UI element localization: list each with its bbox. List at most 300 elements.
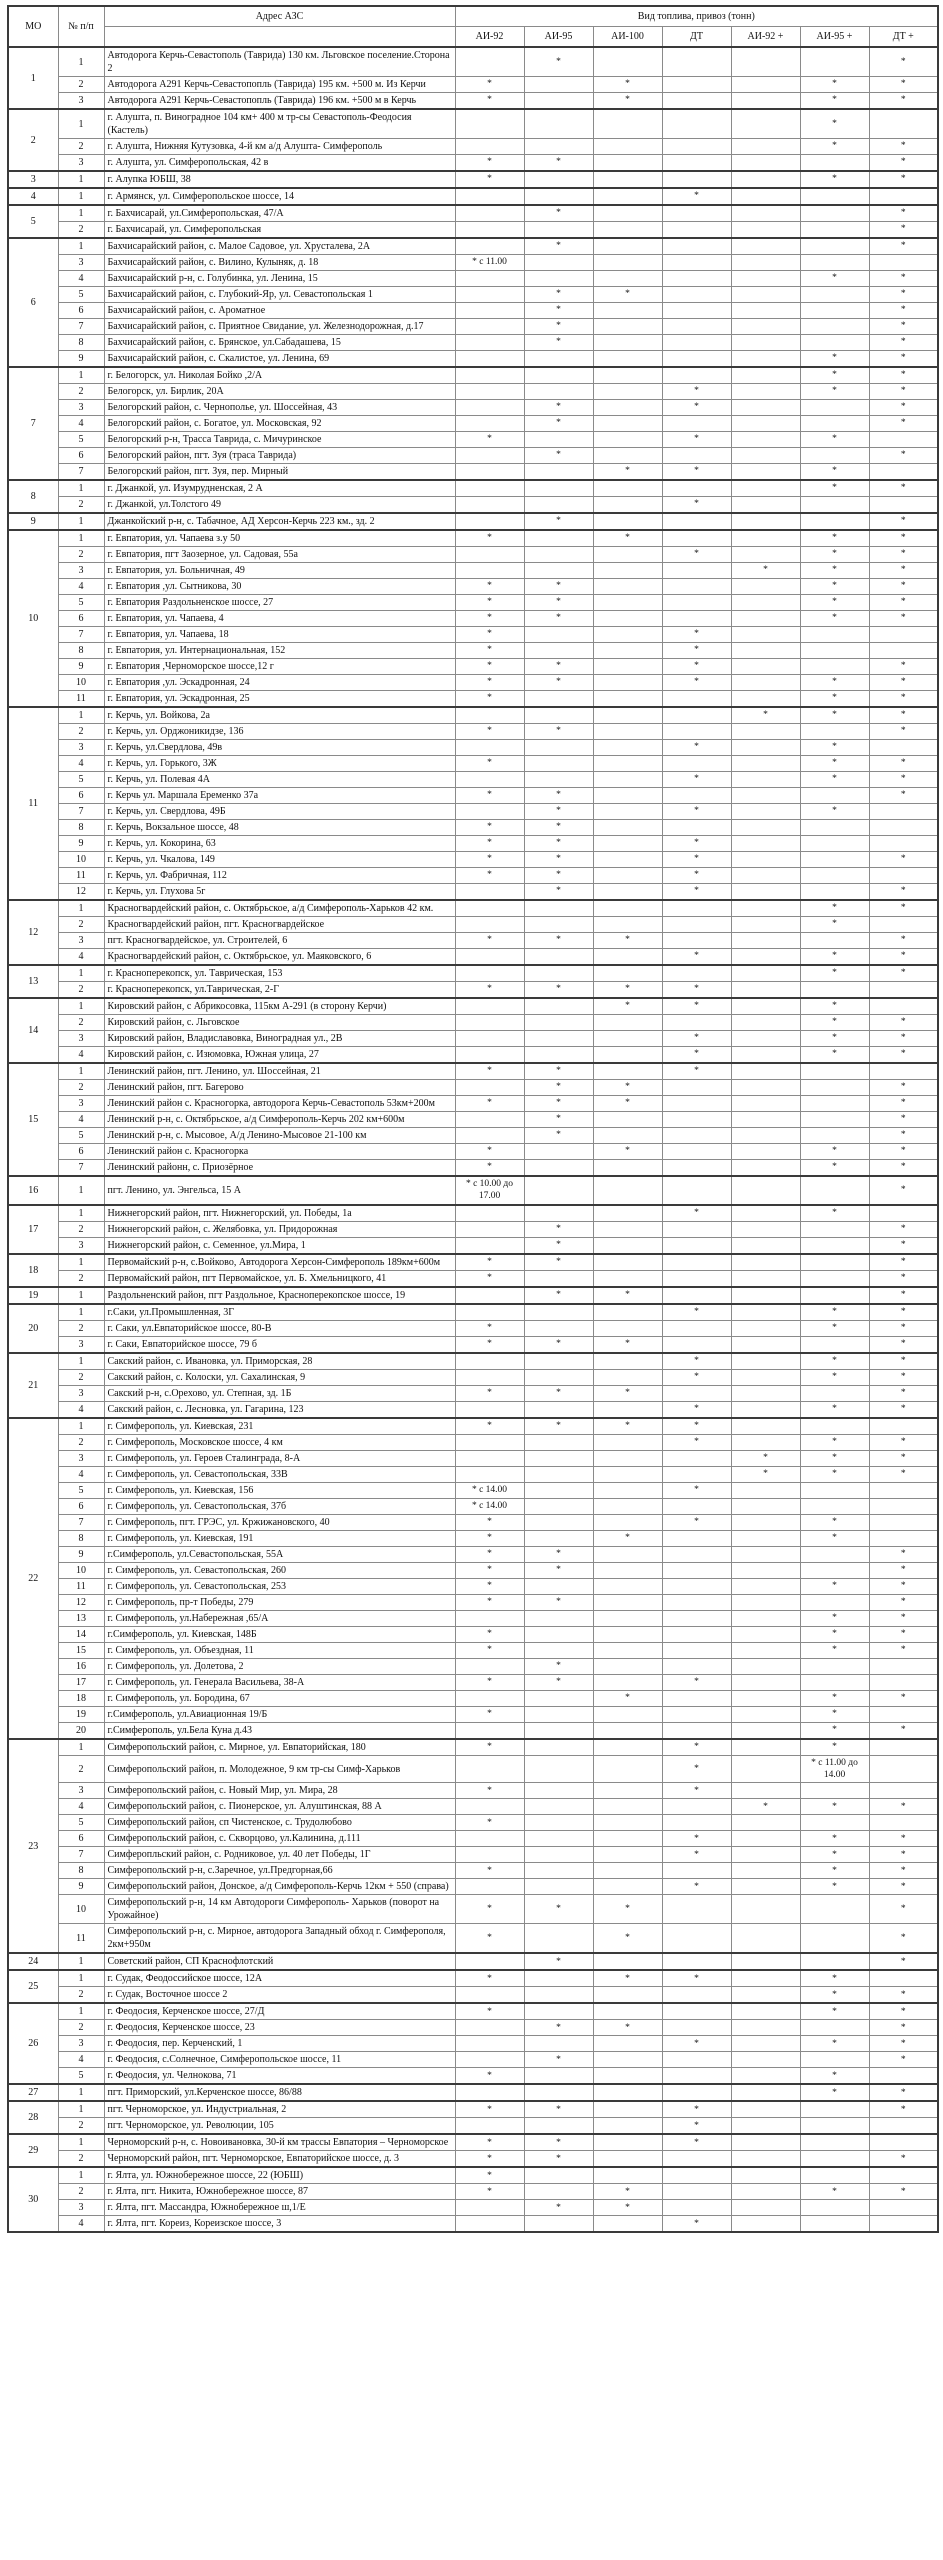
fuel-availability-cell-АИ-92: * — [455, 836, 524, 852]
fuel-availability-cell-АИ-92 + — [731, 1287, 800, 1304]
fuel-availability-cell-ДТ: * — [662, 2216, 731, 2233]
fuel-availability-cell-ДТ: * — [662, 1047, 731, 1064]
station-row — [8, 335, 938, 351]
fuel-availability-cell-АИ-95 — [524, 171, 593, 188]
fuel-availability-cell-ДТ +: * — [869, 611, 938, 627]
fuel-availability-cell-АИ-92 +: * — [731, 563, 800, 579]
fuel-availability-cell-АИ-92 — [455, 917, 524, 933]
fuel-availability-cell-ДТ + — [869, 1418, 938, 1435]
fuel-availability-cell-АИ-92 + — [731, 1176, 800, 1205]
fuel-availability-cell-АИ-95: * — [524, 579, 593, 595]
row-number-cell: 2 — [58, 1755, 104, 1783]
station-address-cell: Бахчисарайский район, с. Глубокий-Яр, ул. Севастопольская 1 — [104, 287, 455, 303]
fuel-availability-cell-АИ-92 + — [731, 2020, 800, 2036]
station-address-cell: г. Саки, Евпаторийское шоссе, 79 б — [104, 1336, 455, 1353]
fuel-availability-cell-АИ-92: * — [455, 1320, 524, 1336]
station-row — [8, 836, 938, 852]
row-number-cell: 9 — [58, 659, 104, 675]
station-address-cell: г. Симферополь, ул.Набережная ,65/А — [104, 1610, 455, 1626]
row-number-cell: 2 — [58, 547, 104, 563]
fuel-availability-cell-ДТ + — [869, 1063, 938, 1080]
fuel-availability-cell-АИ-92 + — [731, 965, 800, 982]
fuel-availability-cell-АИ-92 — [455, 965, 524, 982]
fuel-availability-cell-АИ-100 — [593, 139, 662, 155]
fuel-availability-cell-АИ-92 — [455, 1304, 524, 1321]
station-row — [8, 93, 938, 110]
station-address-cell: Симферопольский р-н, с. Мирное, автодорога Западный обход г. Симферополя, 2км+950м — [104, 1924, 455, 1954]
station-address-cell: г. Судак, Восточное шоссе 2 — [104, 1987, 455, 2004]
station-row — [8, 2184, 938, 2200]
fuel-availability-cell-ДТ: * — [662, 1369, 731, 1385]
station-address-cell: г. Феодосия, с.Солнечное, Симферопольское шоссе, 11 — [104, 2052, 455, 2068]
fuel-availability-cell-АИ-95 + — [800, 820, 869, 836]
station-address-cell: г. Красноперекопск, ул.Таврическая, 2-Г — [104, 982, 455, 999]
fuel-availability-cell-АИ-92 + — [731, 1594, 800, 1610]
fuel-availability-cell-АИ-92 + — [731, 724, 800, 740]
fuel-availability-cell-АИ-92 — [455, 804, 524, 820]
fuel-availability-cell-АИ-95 +: * — [800, 1690, 869, 1706]
station-row — [8, 1385, 938, 1401]
station-address-cell: Симферопольский район, с. Новый Мир, ул. Мира, 28 — [104, 1783, 455, 1799]
fuel-availability-cell-АИ-100 — [593, 497, 662, 514]
fuel-availability-cell-АИ-92 + — [731, 1953, 800, 1970]
fuel-availability-cell-АИ-92 + — [731, 675, 800, 691]
row-number-cell: 2 — [58, 1434, 104, 1450]
row-number-cell: 1 — [58, 109, 104, 139]
fuel-availability-cell-АИ-100 — [593, 1863, 662, 1879]
row-number-cell: 5 — [58, 287, 104, 303]
fuel-availability-cell-ДТ +: * — [869, 384, 938, 400]
row-number-cell: 1 — [58, 367, 104, 384]
fuel-availability-cell-ДТ: * — [662, 1205, 731, 1222]
fuel-availability-cell-АИ-92 +: * — [731, 1466, 800, 1482]
fuel-availability-cell-АИ-95 +: * — [800, 1722, 869, 1739]
fuel-availability-cell-АИ-92 — [455, 1128, 524, 1144]
fuel-availability-cell-АИ-95: * — [524, 1112, 593, 1128]
row-number-cell: 1 — [58, 2134, 104, 2151]
fuel-availability-cell-ДТ — [662, 303, 731, 319]
fuel-availability-cell-АИ-92 — [455, 1287, 524, 1304]
fuel-availability-cell-ДТ + — [869, 497, 938, 514]
fuel-availability-cell-ДТ +: * — [869, 155, 938, 172]
station-address-cell: г. Алупка ЮБШ, 38 — [104, 171, 455, 188]
station-row — [8, 1112, 938, 1128]
station-row — [8, 416, 938, 432]
fuel-availability-cell-ДТ +: * — [869, 139, 938, 155]
fuel-availability-cell-ДТ — [662, 1546, 731, 1562]
fuel-availability-cell-АИ-92 + — [731, 155, 800, 172]
station-row — [8, 772, 938, 788]
fuel-availability-cell-АИ-95 +: * — [800, 1320, 869, 1336]
fuel-availability-cell-ДТ +: * — [869, 448, 938, 464]
row-number-cell: 4 — [58, 2216, 104, 2233]
fuel-availability-cell-АИ-95 — [524, 1401, 593, 1418]
mo-cell: 2 — [8, 109, 58, 171]
fuel-availability-cell-ДТ — [662, 2151, 731, 2168]
fuel-availability-cell-ДТ +: * — [869, 1221, 938, 1237]
row-number-cell: 1 — [58, 2084, 104, 2101]
fuel-availability-cell-АИ-95 + — [800, 205, 869, 222]
fuel-availability-cell-АИ-95 — [524, 740, 593, 756]
mo-cell: 3 — [8, 171, 58, 188]
fuel-availability-cell-АИ-92: * — [455, 820, 524, 836]
row-number-cell: 10 — [58, 852, 104, 868]
fuel-availability-cell-ДТ +: * — [869, 691, 938, 708]
station-row — [8, 464, 938, 481]
station-address-cell: г. Евпатория, ул. Чапаева, 4 — [104, 611, 455, 627]
fuel-availability-cell-АИ-92: * — [455, 675, 524, 691]
station-row — [8, 1783, 938, 1799]
row-number-cell: 1 — [58, 1254, 104, 1271]
fuel-availability-cell-АИ-95 +: * — [800, 547, 869, 563]
fuel-availability-cell-АИ-92: * с 14.00 — [455, 1482, 524, 1498]
row-number-cell: 14 — [58, 1626, 104, 1642]
fuel-availability-cell-АИ-95 + — [800, 287, 869, 303]
fuel-availability-cell-АИ-100 — [593, 1031, 662, 1047]
fuel-availability-cell-АИ-100 — [593, 2068, 662, 2085]
fuel-availability-cell-АИ-95 — [524, 2118, 593, 2135]
fuel-availability-cell-ДТ — [662, 1385, 731, 1401]
fuel-availability-cell-ДТ +: * — [869, 480, 938, 497]
fuel-availability-cell-АИ-92: * с 14.00 — [455, 1498, 524, 1514]
fuel-availability-cell-ДТ — [662, 691, 731, 708]
station-row — [8, 2068, 938, 2085]
row-number-cell: 6 — [58, 1144, 104, 1160]
fuel-availability-cell-АИ-92 + — [731, 1401, 800, 1418]
fuel-availability-cell-АИ-92 — [455, 139, 524, 155]
mo-cell: 21 — [8, 1353, 58, 1418]
fuel-availability-cell-ДТ — [662, 1320, 731, 1336]
fuel-availability-cell-АИ-95 + — [800, 1063, 869, 1080]
mo-cell: 14 — [8, 998, 58, 1063]
fuel-availability-cell-АИ-100 — [593, 384, 662, 400]
fuel-availability-cell-АИ-95: * — [524, 238, 593, 255]
station-row — [8, 595, 938, 611]
station-row — [8, 900, 938, 917]
fuel-availability-cell-АИ-100: * — [593, 1418, 662, 1435]
fuel-availability-cell-АИ-100 — [593, 724, 662, 740]
fuel-availability-cell-АИ-92: * — [455, 982, 524, 999]
fuel-availability-cell-АИ-95: * — [524, 448, 593, 464]
fuel-availability-cell-АИ-92 + — [731, 2101, 800, 2118]
fuel-availability-cell-ДТ +: * — [869, 1722, 938, 1739]
station-row — [8, 1863, 938, 1879]
station-row — [8, 1578, 938, 1594]
fuel-availability-cell-ДТ — [662, 724, 731, 740]
station-row — [8, 1847, 938, 1863]
fuel-availability-cell-АИ-95 — [524, 77, 593, 93]
fuel-availability-cell-АИ-95 +: * — [800, 480, 869, 497]
fuel-availability-cell-ДТ: * — [662, 547, 731, 563]
mo-cell: 1 — [8, 47, 58, 109]
fuel-availability-cell-АИ-92 — [455, 319, 524, 335]
fuel-availability-cell-АИ-95 + — [800, 2020, 869, 2036]
fuel-availability-cell-АИ-95: * — [524, 788, 593, 804]
fuel-availability-cell-АИ-100 — [593, 1466, 662, 1482]
fuel-availability-cell-АИ-100 — [593, 1831, 662, 1847]
fuel-availability-cell-АИ-95 +: * — [800, 432, 869, 448]
fuel-availability-cell-ДТ +: * — [869, 400, 938, 416]
fuel-availability-cell-АИ-92: * — [455, 611, 524, 627]
fuel-availability-cell-ДТ +: * — [869, 77, 938, 93]
row-number-cell: 4 — [58, 1112, 104, 1128]
fuel-availability-cell-ДТ — [662, 47, 731, 77]
fuel-availability-cell-АИ-95: * — [524, 1546, 593, 1562]
fuel-availability-cell-ДТ: * — [662, 1739, 731, 1756]
fuel-availability-cell-АИ-92 + — [731, 1237, 800, 1254]
fuel-availability-cell-АИ-95 + — [800, 319, 869, 335]
fuel-availability-cell-АИ-95 — [524, 2068, 593, 2085]
station-row — [8, 2084, 938, 2101]
fuel-availability-cell-АИ-95 — [524, 1690, 593, 1706]
fuel-availability-cell-АИ-95 +: * — [800, 2084, 869, 2101]
row-number-cell: 2 — [58, 384, 104, 400]
station-row — [8, 949, 938, 966]
row-number-cell: 4 — [58, 579, 104, 595]
fuel-availability-cell-АИ-92 — [455, 563, 524, 579]
fuel-availability-cell-АИ-95 + — [800, 2216, 869, 2233]
fuel-availability-cell-АИ-95: * — [524, 884, 593, 901]
fuel-availability-cell-АИ-100 — [593, 595, 662, 611]
fuel-availability-cell-ДТ +: * — [869, 530, 938, 547]
station-address-cell: Нижнегорский район, пгт. Нижнегорский, ул. Победы, 1а — [104, 1205, 455, 1222]
station-address-cell: Сакский район, с. Ивановка, ул. Приморская, 28 — [104, 1353, 455, 1370]
station-address-cell: Нижнегорский район, с. Желябовка, ул. Придорожная — [104, 1221, 455, 1237]
station-row — [8, 303, 938, 319]
fuel-availability-cell-ДТ — [662, 1953, 731, 1970]
fuel-availability-cell-ДТ — [662, 917, 731, 933]
fuel-availability-cell-АИ-92 — [455, 547, 524, 563]
fuel-availability-cell-АИ-100 — [593, 1562, 662, 1578]
fuel-availability-cell-ДТ — [662, 1706, 731, 1722]
fuel-availability-cell-АИ-92 + — [731, 1530, 800, 1546]
row-number-cell: 1 — [58, 1739, 104, 1756]
station-address-cell: Симферопольский р-н, 14 км Автодороги Симферополь- Харьков (поворот на Урожайное) — [104, 1895, 455, 1924]
fuel-availability-cell-ДТ +: * — [869, 1690, 938, 1706]
fuel-availability-cell-АИ-92 + — [731, 188, 800, 205]
fuel-availability-cell-ДТ +: * — [869, 1353, 938, 1370]
fuel-availability-cell-АИ-95 +: * — [800, 740, 869, 756]
fuel-availability-cell-АИ-92: * — [455, 724, 524, 740]
fuel-availability-cell-АИ-92 + — [731, 1674, 800, 1690]
fuel-availability-cell-АИ-95 +: * — [800, 563, 869, 579]
station-row — [8, 1739, 938, 1756]
fuel-availability-cell-АИ-100 — [593, 1450, 662, 1466]
fuel-availability-cell-АИ-95 +: * — [800, 772, 869, 788]
fuel-availability-cell-АИ-95: * — [524, 659, 593, 675]
fuel-availability-cell-АИ-100 — [593, 1304, 662, 1321]
station-address-cell: г. Симферополь, ул. Героев Сталинграда, 8-А — [104, 1450, 455, 1466]
fuel-availability-cell-АИ-100 — [593, 1047, 662, 1064]
mo-cell: 20 — [8, 1304, 58, 1353]
fuel-availability-cell-ДТ +: * — [869, 1924, 938, 1954]
fuel-availability-cell-АИ-95: * — [524, 47, 593, 77]
fuel-availability-cell-АИ-95 — [524, 2216, 593, 2233]
fuel-availability-cell-ДТ: * — [662, 1418, 731, 1435]
fuel-availability-cell-АИ-92 — [455, 287, 524, 303]
fuel-availability-cell-АИ-92 — [455, 998, 524, 1015]
fuel-availability-cell-АИ-95 — [524, 998, 593, 1015]
fuel-availability-cell-АИ-92: * — [455, 1254, 524, 1271]
fuel-availability-cell-АИ-95 + — [800, 836, 869, 852]
fuel-availability-cell-ДТ +: * — [869, 205, 938, 222]
row-number-cell: 11 — [58, 1578, 104, 1594]
row-number-cell: 1 — [58, 1205, 104, 1222]
station-row — [8, 1706, 938, 1722]
fuel-availability-cell-АИ-95 +: * — [800, 595, 869, 611]
station-row — [8, 1987, 938, 2004]
row-number-cell: 4 — [58, 1047, 104, 1064]
fuel-availability-cell-АИ-95 — [524, 464, 593, 481]
fuel-availability-cell-ДТ + — [869, 2134, 938, 2151]
station-address-cell: Симферопольский район, Донское, а/д Симферополь-Керчь 12км + 550 (справа) — [104, 1879, 455, 1895]
mo-cell: 27 — [8, 2084, 58, 2101]
fuel-availability-cell-АИ-92: * — [455, 1546, 524, 1562]
station-row — [8, 1176, 938, 1205]
station-row — [8, 530, 938, 547]
fuel-availability-cell-АИ-100 — [593, 1799, 662, 1815]
fuel-availability-cell-АИ-92 — [455, 1237, 524, 1254]
fuel-availability-cell-АИ-92 + — [731, 1270, 800, 1287]
station-row — [8, 933, 938, 949]
fuel-availability-cell-АИ-95 + — [800, 2151, 869, 2168]
row-number-cell: 8 — [58, 1863, 104, 1879]
fuel-availability-cell-ДТ + — [869, 188, 938, 205]
fuel-availability-cell-ДТ — [662, 155, 731, 172]
fuel-availability-cell-АИ-92 + — [731, 1514, 800, 1530]
row-number-cell: 2 — [58, 1987, 104, 2004]
fuel-availability-cell-АИ-92 + — [731, 513, 800, 530]
row-number-cell: 1 — [58, 171, 104, 188]
fuel-availability-cell-ДТ + — [869, 1674, 938, 1690]
fuel-availability-cell-АИ-95 — [524, 1160, 593, 1177]
fuel-availability-cell-АИ-92: * с 10.00 до 17.00 — [455, 1176, 524, 1205]
fuel-availability-cell-АИ-92 + — [731, 351, 800, 368]
fuel-availability-cell-АИ-92 — [455, 222, 524, 239]
station-row — [8, 1674, 938, 1690]
station-address-cell: г. Евпатория ,Черноморское шоссе,12 г — [104, 659, 455, 675]
fuel-availability-cell-ДТ: * — [662, 643, 731, 659]
fuel-availability-cell-ДТ — [662, 2200, 731, 2216]
fuel-availability-cell-АИ-95 +: * — [800, 2003, 869, 2020]
fuel-availability-cell-АИ-95 +: * — [800, 1642, 869, 1658]
fuel-availability-cell-АИ-92 — [455, 271, 524, 287]
fuel-availability-cell-ДТ — [662, 579, 731, 595]
station-row — [8, 1642, 938, 1658]
fuel-availability-cell-АИ-92 + — [731, 367, 800, 384]
station-address-cell: Автодорога А291 Керчь-Севастопопль (Таврида) 196 км. +500 м в Керчь — [104, 93, 455, 110]
fuel-availability-cell-АИ-100 — [593, 884, 662, 901]
row-number-cell: 1 — [58, 1353, 104, 1370]
station-address-cell: Ленинский р-н, с. Мысовое, А/д Ленино-Мысовое 21-100 км — [104, 1128, 455, 1144]
station-address-cell: г. Евпатория Раздольненское шоссе, 27 — [104, 595, 455, 611]
fuel-availability-cell-ДТ + — [869, 255, 938, 271]
station-row — [8, 222, 938, 239]
fuel-availability-cell-АИ-100 — [593, 659, 662, 675]
row-number-cell: 16 — [58, 1658, 104, 1674]
fuel-availability-cell-АИ-95 — [524, 497, 593, 514]
fuel-availability-cell-АИ-95 — [524, 1863, 593, 1879]
station-row — [8, 965, 938, 982]
fuel-availability-cell-ДТ +: * — [869, 1287, 938, 1304]
mo-cell: 7 — [8, 367, 58, 480]
fuel-availability-cell-ДТ: * — [662, 982, 731, 999]
fuel-availability-cell-АИ-100 — [593, 1353, 662, 1370]
mo-cell: 26 — [8, 2003, 58, 2084]
station-address-cell: г. Симферополь, ул. Севастопольская, 37б — [104, 1498, 455, 1514]
fuel-availability-cell-АИ-95 + — [800, 643, 869, 659]
fuel-availability-cell-ДТ + — [869, 1498, 938, 1514]
fuel-availability-cell-ДТ: * — [662, 772, 731, 788]
station-row — [8, 1353, 938, 1370]
fuel-availability-cell-ДТ — [662, 965, 731, 982]
mo-cell: 19 — [8, 1287, 58, 1304]
row-number-cell: 3 — [58, 2200, 104, 2216]
row-number-cell: 3 — [58, 400, 104, 416]
fuel-availability-cell-АИ-92 + — [731, 1031, 800, 1047]
station-row — [8, 1047, 938, 1064]
fuel-availability-cell-АИ-95: * — [524, 1254, 593, 1271]
fuel-availability-cell-ДТ: * — [662, 1434, 731, 1450]
fuel-availability-cell-АИ-92 — [455, 2118, 524, 2135]
station-row — [8, 982, 938, 999]
row-number-cell: 1 — [58, 2101, 104, 2118]
fuel-availability-cell-АИ-92: * — [455, 756, 524, 772]
fuel-availability-cell-АИ-100 — [593, 155, 662, 172]
station-address-cell: г.Симферополь, ул.Бела Куна д.43 — [104, 1722, 455, 1739]
fuel-availability-cell-АИ-95 +: * — [800, 691, 869, 708]
station-address-cell: г. Керчь, ул. Фабричная, 112 — [104, 868, 455, 884]
station-address-cell: Советский район, СП Краснофлотский — [104, 1953, 455, 1970]
fuel-availability-cell-ДТ — [662, 1562, 731, 1578]
station-row — [8, 1815, 938, 1831]
mo-cell: 6 — [8, 238, 58, 367]
fuel-availability-cell-ДТ — [662, 1690, 731, 1706]
fuel-availability-cell-ДТ: * — [662, 1401, 731, 1418]
fuel-availability-cell-АИ-95 + — [800, 1270, 869, 1287]
station-row — [8, 852, 938, 868]
fuel-availability-cell-АИ-95 — [524, 1847, 593, 1863]
fuel-availability-cell-АИ-92: * — [455, 2003, 524, 2020]
fuel-availability-cell-ДТ +: * — [869, 1237, 938, 1254]
row-number-cell: 11 — [58, 868, 104, 884]
station-row — [8, 1160, 938, 1177]
fuel-availability-cell-ДТ: * — [662, 1783, 731, 1799]
fuel-availability-cell-АИ-92 + — [731, 2216, 800, 2233]
fuel-availability-cell-АИ-92 — [455, 1658, 524, 1674]
fuel-availability-cell-АИ-95: * — [524, 400, 593, 416]
fuel-availability-cell-АИ-95 — [524, 1783, 593, 1799]
fuel-availability-cell-АИ-100 — [593, 691, 662, 708]
fuel-availability-cell-АИ-92 + — [731, 171, 800, 188]
fuel-availability-cell-АИ-95 +: * — [800, 756, 869, 772]
fuel-availability-cell-АИ-92 + — [731, 2084, 800, 2101]
fuel-availability-cell-АИ-92 — [455, 464, 524, 481]
fuel-availability-cell-ДТ +: * — [869, 579, 938, 595]
fuel-availability-cell-АИ-95 — [524, 965, 593, 982]
fuel-availability-cell-АИ-95 — [524, 1482, 593, 1498]
fuel-availability-cell-АИ-92 + — [731, 884, 800, 901]
fuel-availability-cell-ДТ — [662, 1128, 731, 1144]
fuel-availability-cell-АИ-92 — [455, 47, 524, 77]
station-address-cell: г. Ялта, пгт. Массандра, Южнобережное ш,1/Е — [104, 2200, 455, 2216]
fuel-availability-cell-ДТ + — [869, 740, 938, 756]
fuel-availability-cell-АИ-95 + — [800, 724, 869, 740]
station-address-cell: Бахчисарайский район, с. Вилино, Кулыняк, д. 18 — [104, 255, 455, 271]
fuel-availability-cell-АИ-92 + — [731, 319, 800, 335]
fuel-availability-cell-ДТ +: * — [869, 2036, 938, 2052]
fuel-availability-cell-ДТ +: * — [869, 287, 938, 303]
